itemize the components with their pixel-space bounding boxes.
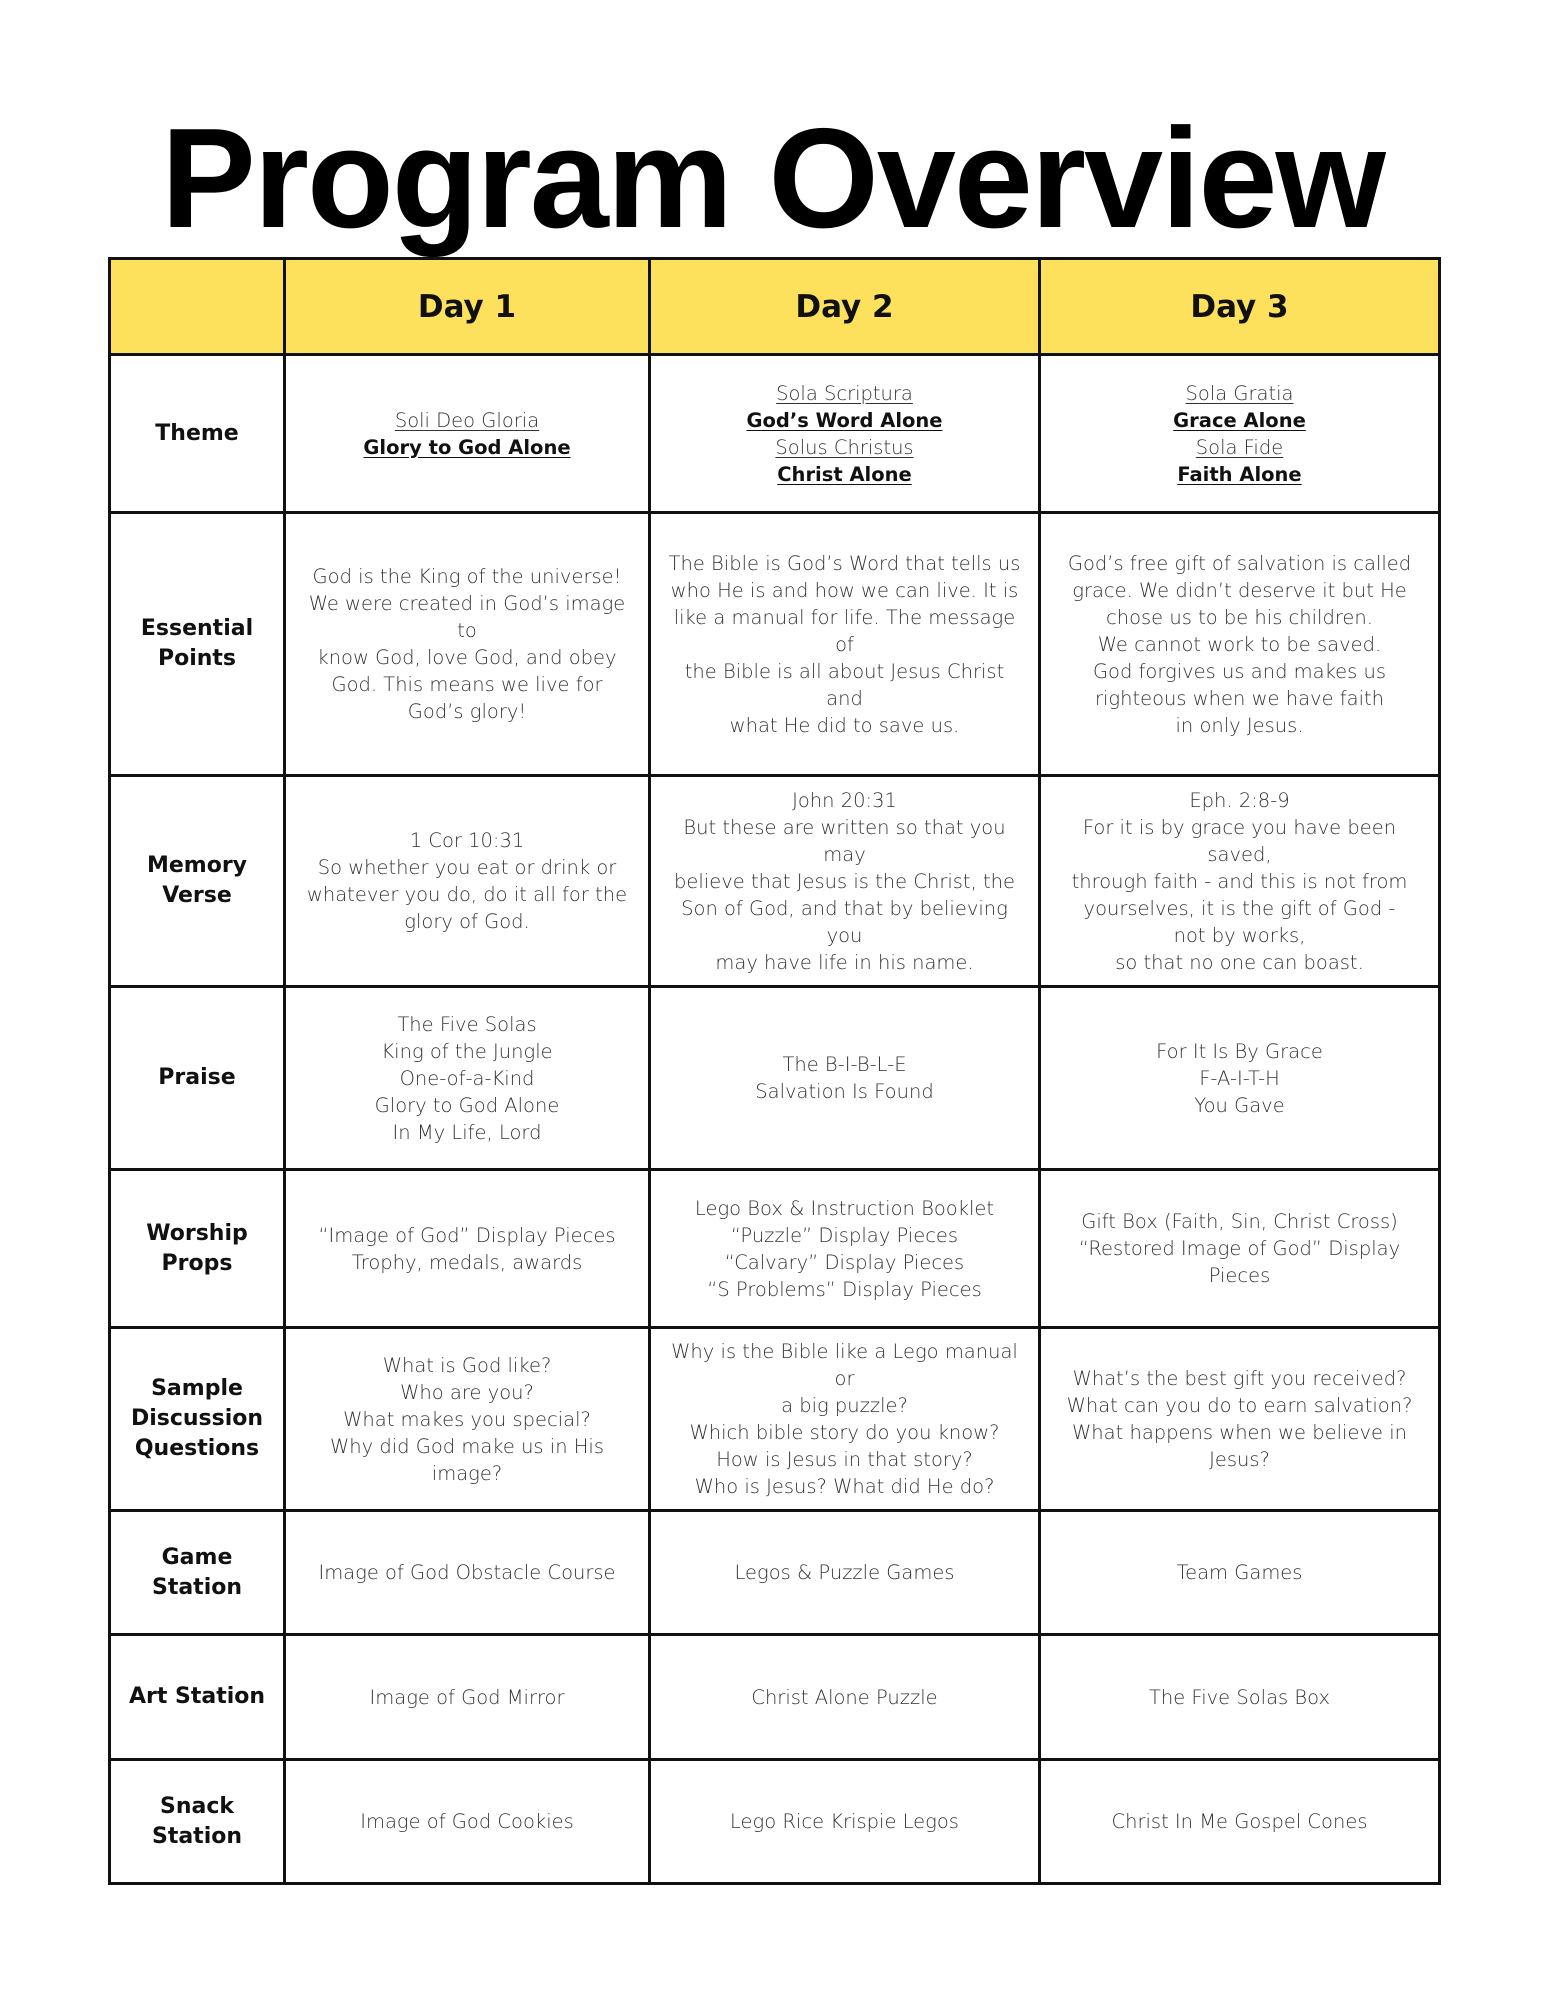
discussion-questions-day-1: What is God like? Who are you? What makes you special? Why did God make us in His image? [285, 1328, 650, 1511]
game-station-day-2: Legos & Puzzle Games [650, 1511, 1040, 1635]
theme-english: Grace Alone [1173, 408, 1306, 432]
row-label-memory-verse: Memory Verse [110, 776, 285, 987]
essential-points-day-3: God’s free gift of salvation is called grace. We didn’t deserve it but He chose us to be his children. We cannot work to be saved. God forgives us and makes us righteous when we have faith in only Jesus. [1040, 513, 1440, 776]
row-label-discussion-questions: Sample Discussion Questions [110, 1328, 285, 1511]
game-station-day-3: Team Games [1040, 1511, 1440, 1635]
theme-row [110, 355, 1440, 513]
art-station-day-1: Image of God Mirror [285, 1635, 650, 1760]
discussion-questions-row [110, 1328, 1440, 1511]
theme-english: Glory to God Alone [363, 435, 571, 459]
theme-latin: Sola Fide [1195, 435, 1284, 459]
art-station-row [110, 1635, 1440, 1760]
praise-day-1: The Five Solas King of the Jungle One-of-a-Kind Glory to God Alone In My Life, Lord [285, 987, 650, 1170]
theme-latin: Sola Scriptura [776, 381, 913, 405]
snack-station-day-3: Christ In Me Gospel Cones [1040, 1760, 1440, 1884]
header-row [110, 259, 1440, 355]
row-label-snack-station: Snack Station [110, 1760, 285, 1884]
day-2-header: Day 2 [650, 259, 1040, 355]
art-station-day-2: Christ Alone Puzzle [650, 1635, 1040, 1760]
theme-day-3 [1040, 355, 1440, 513]
theme-english: God’s Word Alone [746, 408, 943, 432]
theme-english: Faith Alone [1177, 462, 1302, 486]
praise-day-3: For It Is By Grace F-A-I-T-H You Gave [1040, 987, 1440, 1170]
worship-props-day-1: “Image of God” Display Pieces Trophy, medals, awards [285, 1170, 650, 1328]
theme-day-2 [650, 355, 1040, 513]
day-3-header: Day 3 [1040, 259, 1440, 355]
row-label-worship-props: Worship Props [110, 1170, 285, 1328]
theme-latin: Soli Deo Gloria [394, 408, 540, 432]
discussion-questions-day-3: What’s the best gift you received? What can you do to earn salvation? What happens when we believe in Jesus? [1040, 1328, 1440, 1511]
corner-cell [110, 259, 285, 355]
row-label-art-station: Art Station [110, 1635, 285, 1760]
memory-verse-day-1: 1 Cor 10:31 So whether you eat or drink or whatever you do, do it all for the glory of God. [285, 776, 650, 987]
game-station-row [110, 1511, 1440, 1635]
worship-props-day-3: Gift Box (Faith, Sin, Christ Cross) “Restored Image of God” Display Pieces [1040, 1170, 1440, 1328]
praise-row [110, 987, 1440, 1170]
memory-verse-day-2: John 20:31 But these are written so that you may believe that Jesus is the Christ, the Son of God, and that by believing you may have life in his name. [650, 776, 1040, 987]
theme-english: Christ Alone [777, 462, 912, 486]
program-overview-table [108, 257, 1441, 1885]
snack-station-row [110, 1760, 1440, 1884]
day-1-header: Day 1 [285, 259, 650, 355]
praise-day-2: The B-I-B-L-E Salvation Is Found [650, 987, 1040, 1170]
row-label-essential-points: Essential Points [110, 513, 285, 776]
theme-day-1 [285, 355, 650, 513]
worship-props-row [110, 1170, 1440, 1328]
row-label-theme: Theme [110, 355, 285, 513]
snack-station-day-1: Image of God Cookies [285, 1760, 650, 1884]
art-station-day-3: The Five Solas Box [1040, 1635, 1440, 1760]
game-station-day-1: Image of God Obstacle Course [285, 1511, 650, 1635]
theme-latin: Sola Gratia [1185, 381, 1294, 405]
worship-props-day-2: Lego Box & Instruction Booklet “Puzzle” Display Pieces “Calvary” Display Pieces “S Problems” Display Pieces [650, 1170, 1040, 1328]
essential-points-day-1: God is the King of the universe! We were created in God’s image to know God, love God, and obey God. This means we live for God’s glory! [285, 513, 650, 776]
memory-verse-row [110, 776, 1440, 987]
row-label-praise: Praise [110, 987, 285, 1170]
essential-points-day-2: The Bible is God’s Word that tells us who He is and how we can live. It is like a manual for life. The message of the Bible is all about Jesus Christ and what He did to save us. [650, 513, 1040, 776]
page-title: Program Overview [161, 99, 1384, 258]
row-label-game-station: Game Station [110, 1511, 285, 1635]
essential-points-row [110, 513, 1440, 776]
memory-verse-day-3: Eph. 2:8-9 For it is by grace you have been saved, through faith - and this is not from yourselves, it is the gift of God - not by works, so that no one can boast. [1040, 776, 1440, 987]
theme-latin: Solus Christus [775, 435, 914, 459]
discussion-questions-day-2: Why is the Bible like a Lego manual or a big puzzle? Which bible story do you know? How is Jesus in that story? Who is Jesus? What did He do? [650, 1328, 1040, 1511]
snack-station-day-2: Lego Rice Krispie Legos [650, 1760, 1040, 1884]
